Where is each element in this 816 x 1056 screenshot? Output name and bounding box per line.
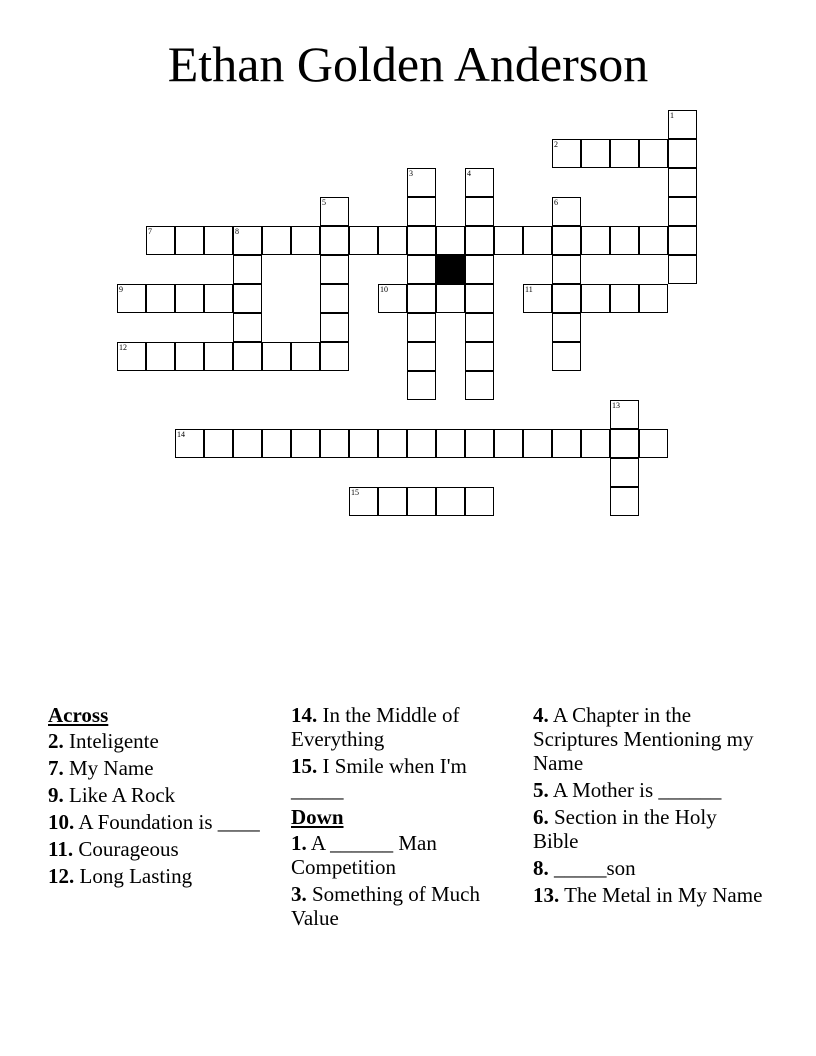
clue-down-5: 5. A Mother is ______ [533, 778, 722, 802]
grid-cell[interactable] [668, 168, 697, 197]
grid-cell[interactable] [639, 226, 668, 255]
grid-cell[interactable] [262, 429, 291, 458]
grid-cell[interactable] [233, 342, 262, 371]
grid-cell[interactable] [465, 487, 494, 516]
grid-cell[interactable] [465, 168, 494, 197]
grid-cell[interactable] [204, 284, 233, 313]
grid-cell[interactable] [552, 197, 581, 226]
grid-cell[interactable] [523, 226, 552, 255]
grid-cell[interactable] [610, 458, 639, 487]
grid-cell[interactable] [175, 429, 204, 458]
grid-cell[interactable] [610, 226, 639, 255]
grid-cell[interactable] [175, 226, 204, 255]
clue-number: 3 [409, 169, 413, 178]
grid-cell[interactable] [320, 342, 349, 371]
grid-cell[interactable] [320, 284, 349, 313]
clue-number: 12 [119, 343, 127, 352]
grid-cell[interactable] [233, 226, 262, 255]
grid-cell[interactable] [610, 429, 639, 458]
clue-down-8: 8. _____son [533, 856, 636, 880]
clue-number: 2 [554, 140, 558, 149]
grid-cell[interactable] [668, 139, 697, 168]
grid-cell[interactable] [320, 429, 349, 458]
grid-cell[interactable] [407, 255, 436, 284]
across-heading: Across [48, 703, 109, 727]
grid-cell[interactable] [581, 429, 610, 458]
grid-cell[interactable] [407, 197, 436, 226]
grid-cell[interactable] [233, 429, 262, 458]
clue-across-14: 14. In the Middle of Everything [291, 703, 460, 751]
grid-cell[interactable] [204, 429, 233, 458]
grid-cell[interactable] [494, 226, 523, 255]
grid-cell[interactable] [465, 313, 494, 342]
grid-cell[interactable] [407, 342, 436, 371]
grid-cell[interactable] [407, 313, 436, 342]
grid-cell[interactable] [407, 168, 436, 197]
clue-number: 11 [525, 285, 533, 294]
clue-number: 1 [670, 111, 674, 120]
grid-cell[interactable] [175, 342, 204, 371]
clue-across-7: 7. My Name [48, 756, 154, 780]
clue-across-15: 15. I Smile when I'm _____ [291, 754, 467, 802]
grid-cell[interactable] [436, 487, 465, 516]
grid-cell[interactable] [552, 139, 581, 168]
grid-cell[interactable] [320, 226, 349, 255]
grid-cell[interactable] [204, 226, 233, 255]
grid-cell[interactable] [465, 226, 494, 255]
clue-down-3: 3. Something of Much Value [291, 882, 480, 930]
grid-cell[interactable] [465, 284, 494, 313]
grid-cell[interactable] [668, 197, 697, 226]
grid-cell[interactable] [233, 255, 262, 284]
grid-cell[interactable] [204, 342, 233, 371]
grid-cell[interactable] [436, 284, 465, 313]
grid-cell[interactable] [668, 110, 697, 139]
grid-cell[interactable] [407, 429, 436, 458]
grid-cell[interactable] [465, 197, 494, 226]
grid-cell[interactable] [523, 284, 552, 313]
grid-cell[interactable] [552, 255, 581, 284]
grid-cell[interactable] [146, 342, 175, 371]
clue-down-6: 6. Section in the Holy Bible [533, 805, 717, 853]
clue-number: 9 [119, 285, 123, 294]
clue-number: 13 [612, 401, 620, 410]
grid-cell[interactable] [552, 226, 581, 255]
grid-cell[interactable] [407, 371, 436, 400]
grid-cell[interactable] [552, 429, 581, 458]
grid-cell[interactable] [581, 284, 610, 313]
grid-cell[interactable] [436, 226, 465, 255]
grid-cell[interactable] [349, 429, 378, 458]
clue-number: 15 [351, 488, 359, 497]
down-heading: Down [291, 805, 344, 829]
grid-cell[interactable] [523, 429, 552, 458]
grid-cell[interactable] [146, 284, 175, 313]
clue-number: 5 [322, 198, 326, 207]
puzzle-title: Ethan Golden Anderson [167, 36, 649, 92]
grid-cell[interactable] [378, 226, 407, 255]
clue-number: 8 [235, 227, 239, 236]
clue-across-11: 11. Courageous [48, 837, 179, 861]
grid-cell[interactable] [378, 284, 407, 313]
grid-cell[interactable] [610, 284, 639, 313]
grid-cell[interactable] [436, 429, 465, 458]
grid-cell[interactable] [668, 226, 697, 255]
grid-cell[interactable] [320, 197, 349, 226]
grid-cell[interactable] [610, 487, 639, 516]
clue-across-12: 12. Long Lasting [48, 864, 193, 888]
grid-cell[interactable] [407, 284, 436, 313]
grid-cell[interactable] [407, 226, 436, 255]
grid-cell[interactable] [291, 342, 320, 371]
grid-cell[interactable] [552, 284, 581, 313]
grid-cell[interactable] [291, 429, 320, 458]
grid-cell[interactable] [465, 255, 494, 284]
grid-cell[interactable] [320, 255, 349, 284]
grid-cell[interactable] [233, 284, 262, 313]
clue-down-13: 13. The Metal in My Name [533, 883, 763, 907]
grid-cell[interactable] [175, 284, 204, 313]
grid-cell[interactable] [639, 284, 668, 313]
grid-cell[interactable] [639, 139, 668, 168]
clue-across-10: 10. A Foundation is ____ [48, 810, 260, 834]
grid-cell[interactable] [146, 226, 175, 255]
grid-cell[interactable] [262, 226, 291, 255]
grid-cell[interactable] [668, 255, 697, 284]
clue-number: 14 [177, 430, 185, 439]
grid-cell[interactable] [378, 487, 407, 516]
grid-cell[interactable] [639, 429, 668, 458]
clue-down-4: 4. A Chapter in the Scriptures Mentioning my Name [533, 703, 754, 775]
clue-column-1 [48, 703, 280, 891]
grid-cell[interactable] [465, 429, 494, 458]
clue-number: 7 [148, 227, 152, 236]
grid-cell[interactable] [320, 313, 349, 342]
clue-number: 4 [467, 169, 471, 178]
clue-number: 10 [380, 285, 388, 294]
grid-cell[interactable] [610, 139, 639, 168]
grid-cell[interactable] [465, 371, 494, 400]
grid-cell[interactable] [581, 139, 610, 168]
grid-cell[interactable] [494, 429, 523, 458]
black-square [436, 255, 465, 284]
clue-number: 6 [554, 198, 558, 207]
clue-column-2 [291, 703, 523, 933]
clue-across-9: 9. Like A Rock [48, 783, 176, 807]
grid-cell[interactable] [349, 487, 378, 516]
grid-cell[interactable] [407, 487, 436, 516]
grid-cell[interactable] [552, 313, 581, 342]
grid-cell[interactable] [465, 342, 494, 371]
grid-cell[interactable] [233, 313, 262, 342]
clue-across-2: 2. Inteligente [48, 729, 159, 753]
grid-cell[interactable] [581, 226, 610, 255]
grid-cell[interactable] [378, 429, 407, 458]
clue-down-1: 1. A ______ Man Competition [291, 831, 437, 879]
grid-cell[interactable] [291, 226, 320, 255]
grid-cell[interactable] [552, 342, 581, 371]
grid-cell[interactable] [262, 342, 291, 371]
grid-cell[interactable] [610, 400, 639, 429]
grid-cell[interactable] [349, 226, 378, 255]
clue-column-3 [533, 703, 765, 910]
grid-cell[interactable] [117, 342, 146, 371]
grid-cell[interactable] [117, 284, 146, 313]
